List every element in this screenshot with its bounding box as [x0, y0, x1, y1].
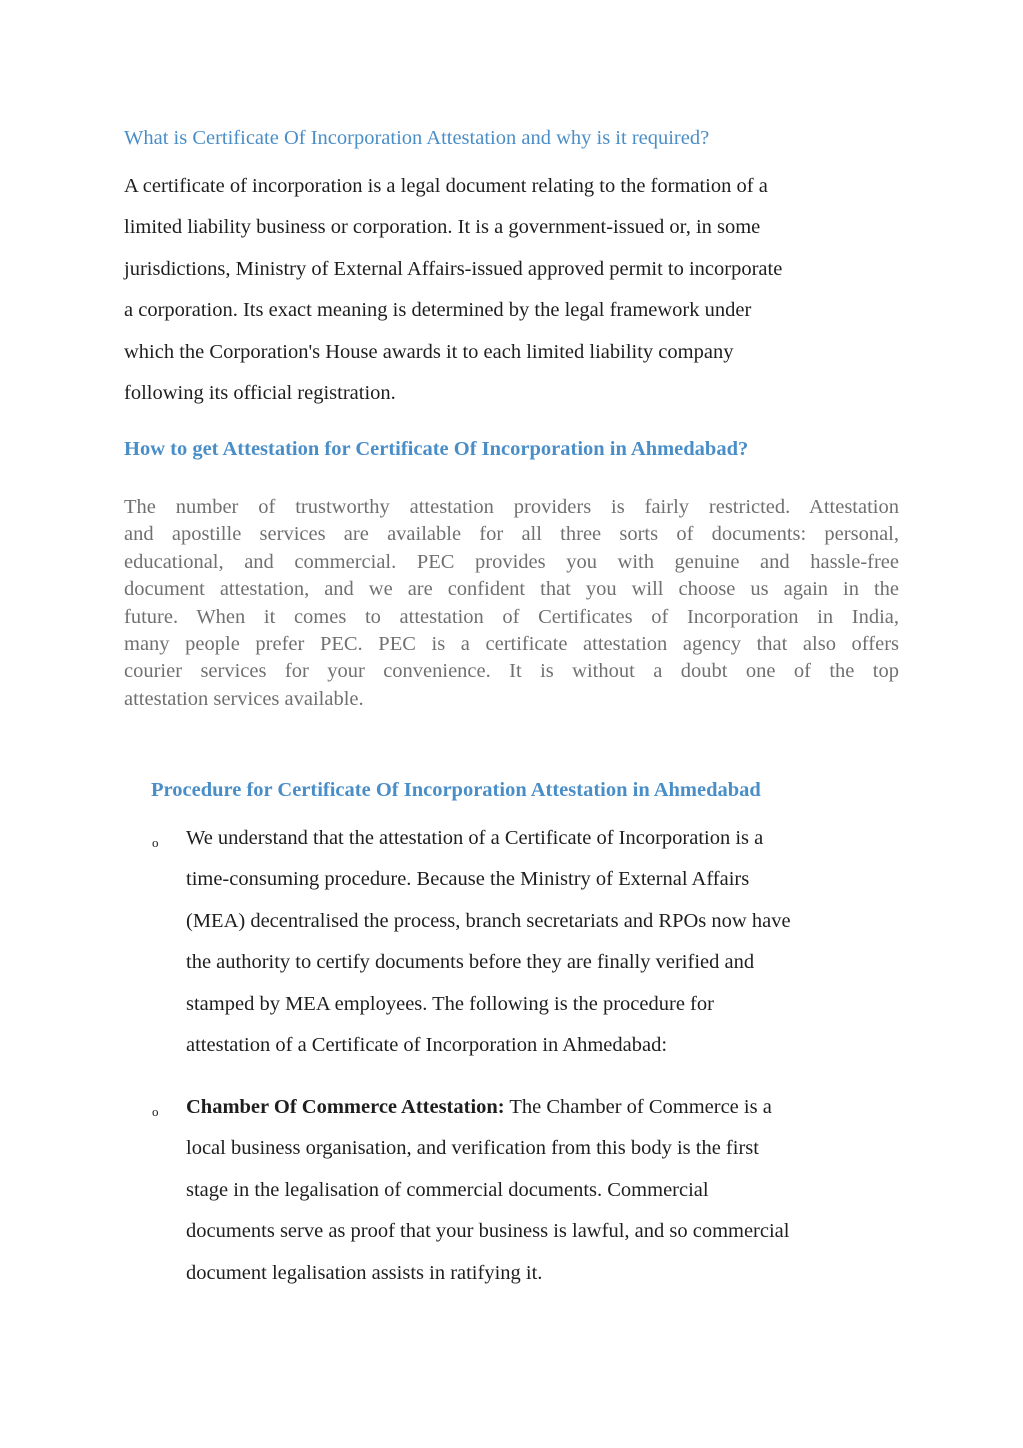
list-item-line: documents serve as proof that your business is lawful, and so commercial — [186, 1220, 790, 1243]
paragraph-line: future. When it comes to attestation of Certificates of Incorporation in India, — [124, 605, 899, 628]
paragraph-line: limited liability business or corporation. It is a government-issued or, in some — [124, 216, 761, 239]
list-item-text — [186, 818, 912, 1066]
list-item-text — [186, 1087, 912, 1294]
bullet-marker: o — [152, 835, 159, 850]
section-heading-how-to-get: How to get Attestation for Certificate Of Incorporation in Ahmedabad? — [124, 438, 749, 460]
list-item-line: stamped by MEA employees. The following is the procedure for — [186, 992, 714, 1015]
list-item-line: (MEA) decentralised the process, branch secretariats and RPOs now have — [186, 909, 791, 932]
list-item-line: document legalisation assists in ratifying it. — [186, 1261, 543, 1284]
list-item-line: the authority to certify documents before they are finally verified and — [186, 951, 755, 974]
list-item-line: stage in the legalisation of commercial documents. Commercial — [186, 1178, 709, 1201]
bullet-marker: o — [152, 1104, 159, 1119]
paragraph-line: attestation services available. — [124, 687, 364, 710]
list-item-line: attestation of a Certificate of Incorporation in Ahmedabad: — [186, 1034, 668, 1057]
section-heading-procedure: Procedure for Certificate Of Incorporation Attestation in Ahmedabad — [151, 779, 761, 801]
list-item-line: We understand that the attestation of a Certificate of Incorporation is a — [186, 827, 764, 849]
list-item-line: local business organisation, and verification from this body is the first — [186, 1137, 759, 1160]
list-item-line: time-consuming procedure. Because the Ministry of External Affairs — [186, 868, 750, 891]
list-item-title: Chamber Of Commerce Attestation: — [186, 1096, 505, 1118]
paragraph-line: a corporation. Its exact meaning is determined by the legal framework under — [124, 299, 752, 322]
paragraph-line: which the Corporation's House awards it to each limited liability company — [124, 340, 734, 363]
paragraph-line: A certificate of incorporation is a legal document relating to the formation of a — [124, 175, 768, 197]
list-item-title-rest: The Chamber of Commerce is a — [504, 1096, 772, 1118]
paragraph-line: following its official registration. — [124, 382, 396, 405]
intro-paragraph — [124, 166, 904, 414]
providers-paragraph — [124, 494, 899, 713]
section-heading-what-is: What is Certificate Of Incorporation Attestation and why is it required? — [124, 127, 710, 149]
paragraph-line: document attestation, and we are confident that you will choose us again in the — [124, 578, 899, 601]
list-item-line — [186, 1087, 912, 1128]
paragraph-line: educational, and commercial. PEC provides you with genuine and hassle-free — [124, 550, 899, 573]
paragraph-line: many people prefer PEC. PEC is a certificate attestation agency that also offers — [124, 633, 899, 656]
paragraph-line: jurisdictions, Ministry of External Affairs-issued approved permit to incorporate — [124, 257, 783, 280]
paragraph-line: The number of trustworthy attestation providers is fairly restricted. Attestation — [124, 496, 899, 518]
paragraph-line: and apostille services are available for all three sorts of documents: personal, — [124, 523, 899, 546]
paragraph-line: courier services for your convenience. It is without a doubt one of the top — [124, 660, 899, 683]
